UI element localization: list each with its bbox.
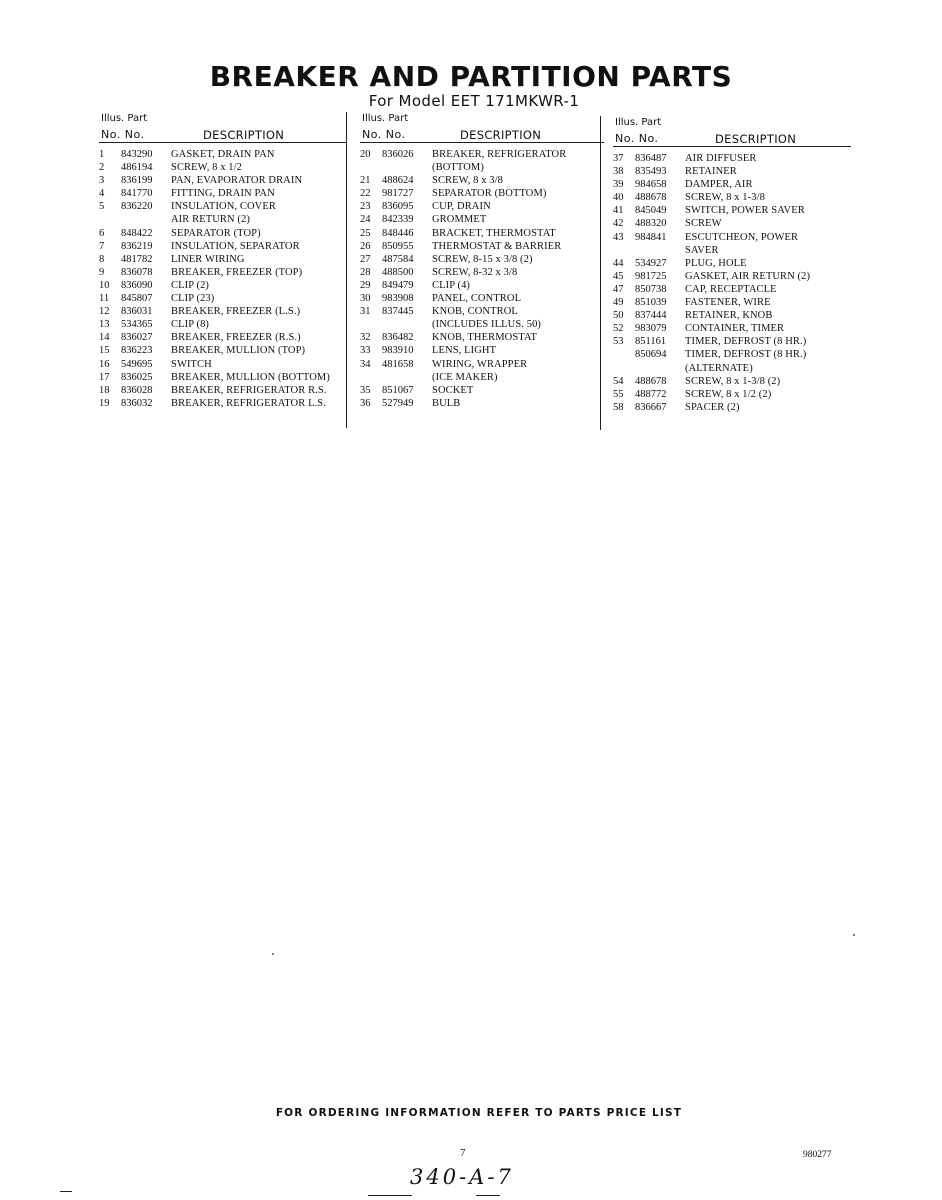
parts-column-2 xyxy=(360,112,604,410)
part-description: CLIP (4) xyxy=(432,279,471,291)
part-row xyxy=(360,358,604,371)
part-number: 836027 xyxy=(121,332,153,344)
part-row xyxy=(613,244,851,257)
part-number: 983908 xyxy=(382,293,414,305)
part-number: 845807 xyxy=(121,293,153,305)
part-description: BREAKER, REFRIGERATOR xyxy=(432,149,567,160)
illus-number: 15 xyxy=(99,345,110,357)
part-row xyxy=(613,231,851,244)
part-row xyxy=(99,240,347,253)
column-divider xyxy=(346,112,347,428)
illus-number: 40 xyxy=(613,192,624,204)
illus-number: 12 xyxy=(99,306,110,318)
part-number xyxy=(121,213,171,226)
part-row xyxy=(99,292,347,305)
part-description: CONTAINER, TIMER xyxy=(685,323,785,335)
header-description: DESCRIPTION xyxy=(715,132,797,146)
header-rule xyxy=(613,146,851,147)
illus-number: 27 xyxy=(360,253,371,265)
illus-number xyxy=(99,213,121,226)
header-illus-part: Illus. Part xyxy=(615,117,662,128)
part-number: 845049 xyxy=(635,205,667,217)
part-row xyxy=(360,305,604,318)
illus-number xyxy=(613,244,635,257)
part-row xyxy=(613,204,851,217)
part-description: BREAKER, MULLION (TOP) xyxy=(171,345,306,357)
scan-mark xyxy=(476,1195,500,1196)
part-number: 850738 xyxy=(635,283,667,295)
parts-list xyxy=(360,148,604,410)
part-row xyxy=(99,187,347,200)
part-description: RETAINER, KNOB xyxy=(685,310,773,322)
part-row xyxy=(99,161,347,174)
part-number: 488772 xyxy=(635,388,667,400)
ordering-footer: FOR ORDERING INFORMATION REFER TO PARTS PRICE LIST xyxy=(275,1107,683,1119)
part-description: CLIP (8) xyxy=(171,319,210,331)
part-description: THERMOSTAT & BARRIER xyxy=(432,240,562,252)
illus-number: 9 xyxy=(99,266,105,278)
illus-number: 26 xyxy=(360,240,371,252)
part-description: SCREW xyxy=(685,218,722,230)
part-row xyxy=(613,191,851,204)
part-description: CLIP (2) xyxy=(171,279,210,291)
part-description: FITTING, DRAIN PAN xyxy=(171,188,275,200)
illus-number: 53 xyxy=(613,336,624,348)
part-number: 527949 xyxy=(382,397,414,409)
scan-mark xyxy=(60,1191,72,1192)
illus-number: 42 xyxy=(613,218,624,230)
illus-number: 7 xyxy=(99,240,105,252)
illus-number: 55 xyxy=(613,388,624,400)
part-row xyxy=(360,148,604,161)
part-description: AIR DIFFUSER xyxy=(685,153,757,164)
part-number: 848422 xyxy=(121,227,153,239)
part-description: SCREW, 8-32 x 3/8 xyxy=(432,266,518,278)
illus-number: 30 xyxy=(360,293,371,305)
illus-number xyxy=(613,348,635,361)
part-row xyxy=(613,217,851,230)
part-row xyxy=(360,279,604,292)
part-number: 836199 xyxy=(121,175,153,187)
part-description: ESCUTCHEON, POWER xyxy=(685,231,799,243)
illus-number: 54 xyxy=(613,375,624,387)
part-row xyxy=(613,270,851,283)
part-row xyxy=(613,296,851,309)
header-no: No. No. xyxy=(362,128,406,141)
illus-number: 32 xyxy=(360,332,371,344)
part-row xyxy=(613,388,851,401)
part-number: 486194 xyxy=(121,162,153,174)
part-description: SPACER (2) xyxy=(685,401,740,413)
part-number: 850955 xyxy=(382,240,414,252)
part-number: 836028 xyxy=(121,384,153,396)
part-number xyxy=(382,318,432,331)
part-number: 836095 xyxy=(382,201,414,213)
part-description: CUP, DRAIN xyxy=(432,201,491,213)
part-number: 534365 xyxy=(121,319,153,331)
column-header xyxy=(360,112,604,142)
handwritten-note: 340-A-7 xyxy=(410,1165,514,1189)
part-row xyxy=(99,253,347,266)
illus-number: 8 xyxy=(99,253,105,265)
illus-number xyxy=(360,161,382,174)
part-row xyxy=(360,371,604,384)
part-description: AIR RETURN (2) xyxy=(171,214,250,226)
illus-number: 4 xyxy=(99,188,105,200)
illus-number: 36 xyxy=(360,397,371,409)
part-number: 983079 xyxy=(635,323,667,335)
part-description: LENS, LIGHT xyxy=(432,345,497,357)
part-row xyxy=(360,213,604,226)
part-description: SCREW, 8 x 1-3/8 (2) xyxy=(685,375,781,387)
part-number: 488678 xyxy=(635,375,667,387)
part-row xyxy=(613,335,851,348)
illus-number xyxy=(613,362,635,375)
illus-number: 39 xyxy=(613,179,624,191)
illus-number: 50 xyxy=(613,310,624,322)
part-description: LINER WIRING xyxy=(171,253,245,265)
part-row xyxy=(99,213,347,226)
part-row xyxy=(99,344,347,357)
part-description: SCREW, 8 x 1/2 xyxy=(171,162,243,174)
part-row xyxy=(360,253,604,266)
part-number xyxy=(382,161,432,174)
header-no: No. No. xyxy=(101,128,145,141)
part-row xyxy=(360,161,604,174)
part-description: BREAKER, FREEZER (L.S.) xyxy=(171,306,301,318)
part-row xyxy=(613,375,851,388)
part-description: INSULATION, SEPARATOR xyxy=(171,240,300,252)
part-row xyxy=(360,200,604,213)
illus-number: 33 xyxy=(360,345,371,357)
part-description: WIRING, WRAPPER xyxy=(432,358,528,370)
illus-number: 45 xyxy=(613,270,624,282)
header-no: No. No. xyxy=(615,132,659,145)
part-description: PLUG, HOLE xyxy=(685,257,747,269)
part-row xyxy=(360,174,604,187)
part-row xyxy=(99,148,347,161)
part-description: SEPARATOR (TOP) xyxy=(171,227,261,239)
part-number: 481658 xyxy=(382,358,414,370)
part-row xyxy=(99,174,347,187)
part-description: BREAKER, MULLION (BOTTOM) xyxy=(171,371,330,383)
part-description: PAN, EVAPORATOR DRAIN xyxy=(171,175,303,187)
part-number: 841770 xyxy=(121,188,153,200)
part-number: 984841 xyxy=(635,231,667,243)
illus-number: 6 xyxy=(99,227,105,239)
illus-number: 16 xyxy=(99,358,110,370)
part-number xyxy=(382,371,432,384)
part-row xyxy=(360,292,604,305)
part-number: 981727 xyxy=(382,188,414,200)
part-number: 488320 xyxy=(635,218,667,230)
illus-number: 29 xyxy=(360,279,371,291)
model-subtitle: For Model EET 171MKWR-1 xyxy=(368,92,580,110)
illus-number: 38 xyxy=(613,166,624,178)
column-header xyxy=(613,116,851,146)
illus-number: 31 xyxy=(360,306,371,318)
part-row xyxy=(99,358,347,371)
part-number xyxy=(635,362,685,375)
part-number: 481782 xyxy=(121,253,153,265)
part-description: SWITCH xyxy=(171,358,212,370)
scan-speck xyxy=(272,953,274,955)
part-description: GROMMET xyxy=(432,214,487,226)
illus-number: 34 xyxy=(360,358,371,370)
illus-number: 24 xyxy=(360,214,371,226)
part-description: (ALTERNATE) xyxy=(685,362,753,374)
part-row xyxy=(99,200,347,213)
part-row xyxy=(99,384,347,397)
part-description: SCREW, 8 x 1-3/8 xyxy=(685,192,765,204)
part-row xyxy=(360,384,604,397)
header-description: DESCRIPTION xyxy=(460,128,542,142)
part-number xyxy=(635,244,685,257)
part-number: 837445 xyxy=(382,306,414,318)
part-row xyxy=(360,187,604,200)
part-number: 488678 xyxy=(635,192,667,204)
part-row xyxy=(360,344,604,357)
parts-column-3 xyxy=(613,116,851,414)
illus-number: 13 xyxy=(99,319,110,331)
illus-number: 49 xyxy=(613,297,624,309)
part-description: SWITCH, POWER SAVER xyxy=(685,205,805,217)
header-rule xyxy=(360,142,604,143)
part-description: PANEL, CONTROL xyxy=(432,293,522,305)
illus-number: 14 xyxy=(99,332,110,344)
header-illus-part: Illus. Part xyxy=(101,113,148,124)
part-description: FASTENER, WIRE xyxy=(685,297,771,309)
part-number: 848446 xyxy=(382,227,414,239)
illus-number: 37 xyxy=(613,153,624,164)
part-number: 849479 xyxy=(382,279,414,291)
part-number: 836032 xyxy=(121,397,153,409)
illus-number: 44 xyxy=(613,257,624,269)
part-number: 836025 xyxy=(121,371,153,383)
part-number: 842339 xyxy=(382,214,414,226)
part-number: 851161 xyxy=(635,336,667,348)
part-description: KNOB, CONTROL xyxy=(432,306,518,318)
part-description: BREAKER, FREEZER (R.S.) xyxy=(171,332,301,344)
part-row xyxy=(360,397,604,410)
column-divider xyxy=(600,116,601,430)
part-description: SCREW, 8 x 3/8 xyxy=(432,175,504,187)
part-description: SCREW, 8-15 x 3/8 (2) xyxy=(432,253,533,265)
part-description: TIMER, DEFROST (8 HR.) xyxy=(685,336,807,348)
part-row xyxy=(99,331,347,344)
illus-number: 11 xyxy=(99,293,110,305)
illus-number: 28 xyxy=(360,266,371,278)
part-number: 835493 xyxy=(635,166,667,178)
part-number: 984658 xyxy=(635,179,667,191)
page-number: 7 xyxy=(460,1147,466,1159)
part-row xyxy=(99,397,347,410)
part-number: 836090 xyxy=(121,279,153,291)
part-description: DAMPER, AIR xyxy=(685,179,753,191)
part-number: 836026 xyxy=(382,149,414,160)
part-description: SOCKET xyxy=(432,384,474,396)
part-description: CAP, RECEPTACLE xyxy=(685,283,777,295)
part-row xyxy=(613,283,851,296)
part-row xyxy=(360,266,604,279)
part-row xyxy=(613,152,851,165)
part-description: TIMER, DEFROST (8 HR.) xyxy=(685,349,807,361)
part-description: KNOB, THERMOSTAT xyxy=(432,332,537,344)
scan-speck xyxy=(853,934,855,936)
part-number: 981725 xyxy=(635,270,667,282)
part-number: 836220 xyxy=(121,201,153,213)
part-description: GASKET, AIR RETURN (2) xyxy=(685,270,811,282)
part-description: SAVER xyxy=(685,244,719,256)
page-title: BREAKER AND PARTITION PARTS xyxy=(209,60,733,93)
part-description: CLIP (23) xyxy=(171,293,215,305)
part-description: BREAKER, REFRIGERATOR L.S. xyxy=(171,397,326,409)
part-row xyxy=(613,322,851,335)
part-number: 534927 xyxy=(635,257,667,269)
part-description: INSULATION, COVER xyxy=(171,201,276,213)
part-number: 836031 xyxy=(121,306,153,318)
illus-number: 3 xyxy=(99,175,105,187)
part-description: GASKET, DRAIN PAN xyxy=(171,149,275,160)
part-description: (BOTTOM) xyxy=(432,162,484,174)
illus-number: 18 xyxy=(99,384,110,396)
part-description: BULB xyxy=(432,397,461,409)
part-number: 487584 xyxy=(382,253,414,265)
part-row xyxy=(99,266,347,279)
part-description: BREAKER, REFRIGERATOR R.S. xyxy=(171,384,327,396)
illus-number: 43 xyxy=(613,231,624,243)
part-number: 836219 xyxy=(121,240,153,252)
part-row xyxy=(613,309,851,322)
part-number: 837444 xyxy=(635,310,667,322)
part-number: 836078 xyxy=(121,266,153,278)
illus-number: 58 xyxy=(613,401,624,413)
part-number: 983910 xyxy=(382,345,414,357)
part-number: 850694 xyxy=(635,349,667,361)
part-number: 836487 xyxy=(635,153,667,164)
illus-number: 23 xyxy=(360,201,371,213)
part-row xyxy=(360,227,604,240)
part-description: SEPARATOR (BOTTOM) xyxy=(432,188,547,200)
illus-number: 22 xyxy=(360,188,371,200)
part-number: 851039 xyxy=(635,297,667,309)
part-row xyxy=(360,318,604,331)
part-row xyxy=(613,257,851,270)
part-description: RETAINER xyxy=(685,166,737,178)
illus-number: 10 xyxy=(99,279,110,291)
illus-number: 1 xyxy=(99,149,105,160)
part-row xyxy=(613,348,851,361)
part-row xyxy=(360,331,604,344)
illus-number: 35 xyxy=(360,384,371,396)
part-row xyxy=(99,227,347,240)
part-row xyxy=(613,178,851,191)
part-number: 549695 xyxy=(121,358,153,370)
illus-number: 47 xyxy=(613,283,624,295)
column-header xyxy=(99,112,347,142)
part-row xyxy=(360,240,604,253)
illus-number: 5 xyxy=(99,201,105,213)
header-rule xyxy=(99,142,347,143)
part-row xyxy=(99,371,347,384)
part-row xyxy=(99,318,347,331)
illus-number: 52 xyxy=(613,323,624,335)
part-number: 488624 xyxy=(382,175,414,187)
part-row xyxy=(613,401,851,414)
part-number: 836223 xyxy=(121,345,153,357)
part-row xyxy=(99,305,347,318)
header-description: DESCRIPTION xyxy=(203,128,285,142)
parts-column-1 xyxy=(99,112,347,410)
illus-number: 21 xyxy=(360,175,371,187)
illus-number xyxy=(360,371,382,384)
part-description: BREAKER, FREEZER (TOP) xyxy=(171,266,303,278)
illus-number: 2 xyxy=(99,162,105,174)
parts-list xyxy=(99,148,347,410)
part-number: 488500 xyxy=(382,266,414,278)
part-description: (INCLUDES ILLUS. 50) xyxy=(432,319,542,331)
part-description: SCREW, 8 x 1/2 (2) xyxy=(685,388,772,400)
illus-number: 25 xyxy=(360,227,371,239)
part-number: 836667 xyxy=(635,401,667,413)
part-row xyxy=(613,362,851,375)
illus-number: 17 xyxy=(99,371,110,383)
scan-mark xyxy=(368,1195,412,1196)
part-number: 836482 xyxy=(382,332,414,344)
part-description: (ICE MAKER) xyxy=(432,371,498,383)
part-row xyxy=(99,279,347,292)
parts-list xyxy=(613,152,851,414)
document-id: 980277 xyxy=(803,1150,832,1160)
part-number: 843290 xyxy=(121,149,153,160)
illus-number: 41 xyxy=(613,205,624,217)
illus-number: 19 xyxy=(99,397,110,409)
header-illus-part: Illus. Part xyxy=(362,113,409,124)
part-description: BRACKET, THERMOSTAT xyxy=(432,227,556,239)
part-number: 851067 xyxy=(382,384,414,396)
illus-number xyxy=(360,318,382,331)
part-row xyxy=(613,165,851,178)
illus-number: 20 xyxy=(360,149,371,160)
